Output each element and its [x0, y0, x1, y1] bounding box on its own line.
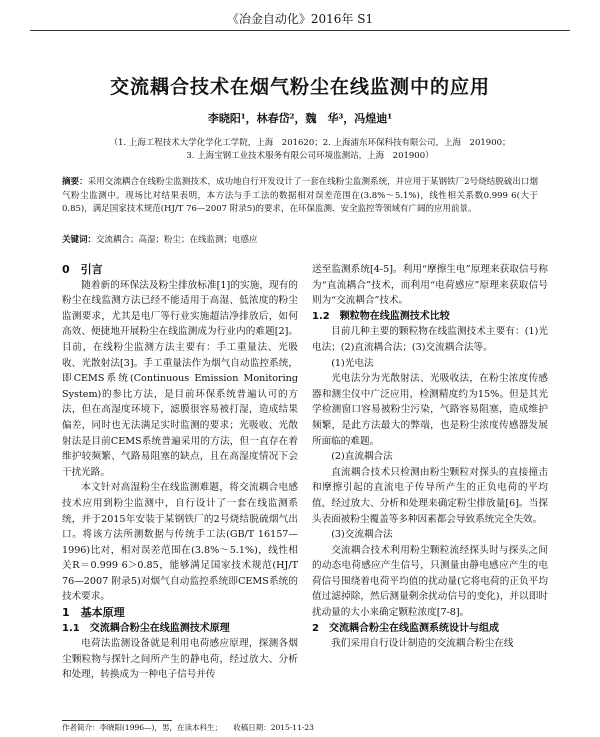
affiliation-line-1: （1. 上海工程技术大学化学化工学院，上海 201620；2. 上海浦东环保科技有限公司，上海 201900；	[109, 138, 511, 148]
abstract	[62, 176, 538, 217]
section-1-2-paragraph: 目前几种主要的颗粒物在线监测技术主要有：(1)光电法；(2)直流耦合法；(3)交流耦合法等。	[312, 326, 548, 353]
footnote-rule	[62, 720, 172, 721]
journal-header: 《冶金自动化》2016年 S1	[226, 12, 374, 26]
left-column	[62, 262, 298, 683]
intro-paragraph-1: 随着新的环保法及粉尘排放标准[1]的实施，现有的粉尘在线监测方法已经不能适用于高湿、低浓度的粉尘监测要求，尤其是电厂等行业实施超洁净排放后，如何高效、便捷地开展粉尘在线监测成为行业内的难题[2]。目前，在线粉尘监测方法主要有：手工重量法、光吸收、光散射法[3]。手工重量法作为烟气自动监控系统，即CEMS系统(Continuous Emission Monitoring System)的参比方法，是目前环保系统普遍认可的方法，但在高湿度环境下，滤膜很容易被打湿，造成结果偏差，同时也无法满足实时监测的要求；光吸收、光散射法是目前CEMS系统普遍采用的方法，但一直存在着维护较频繁、气路易阻塞的缺点，且在高湿度情况下会干扰光路。	[62, 279, 298, 478]
section-2-paragraph: 我们采用自行设计制造的交流耦合粉尘在线	[331, 638, 514, 650]
keywords-text: 交流耦合；高湿；粉尘；在线监测；电感应	[96, 235, 258, 245]
abstract-text: 采用交流耦合在线粉尘监测技术，成功地自行开发设计了一套在线粉尘监测系统，并应用于某钢铁厂2号烧结脱硫出口烟气粉尘监测中。现场比对结果表明，本方法与手工法的数据相对误差范围在(3.8%～5.1%)，线性相关系数0.999 6(大于0.85)，满足国家技术规范(HJ/T 76—2007 附录5)的要求，在环保监测、安全监控等领域有广阔的应用前景。	[62, 177, 538, 214]
right-column	[312, 262, 548, 652]
author-list: 李晓阳¹，林春岱²，魏 华³，冯煌迪¹	[207, 112, 393, 125]
keywords	[62, 233, 538, 245]
method-1-heading: (1)光电法	[331, 357, 374, 369]
section-1-2-heading: 1.2 颗粒物在线监测技术比较	[312, 310, 450, 322]
section-2-heading: 2 交流耦合粉尘在线监测系统设计与组成	[312, 622, 499, 634]
keywords-label: 关键词：	[62, 235, 97, 245]
method-2-text: 直流耦合技术只检测由粉尘颗粒对探头的直接撞击和摩擦引起的直流电子传导所产生的正负电荷的平均值，经过放大、分析和处理来确定粉尘排放量[6]。当探头表面被粉尘覆盖等多种因素都会导致系统完全失效。	[312, 466, 548, 525]
intro-heading: 0 引言	[62, 263, 103, 276]
intro-paragraph-2: 本文针对高湿粉尘在线监测难题，将交流耦合电感技术应用到粉尘监测中，自行设计了一套在线监测系统，并于2015年安装于某钢铁厂的2号烧结脱硫烟气出口。将该方法所测数据与传统手工法(GB/T 16157—1996)比对，相对误差范围在(3.8%～5.1%)，线性相关R＝0.999 6＞0.85，能够满足国家技术规范(HJ/T 76—2007 附录5)对烟气自动监控系统即CEMS系统的技术要求。	[62, 482, 298, 603]
paper-title: 交流耦合技术在烟气粉尘在线监测中的应用	[109, 76, 490, 98]
method-3-heading: (3)交流耦合法	[331, 529, 393, 541]
author-footnote: 作者简介：李晓阳(1996—)，男，在读本科生； 收稿日期：2015-11-23	[62, 723, 314, 732]
method-2-heading: (2)直流耦合法	[331, 451, 393, 463]
method-3-text: 交流耦合技术利用粉尘颗粒流经探头时与探头之间的动态电荷感应产生信号，只测量由静电感应产生的电荷信号围绕着电荷平均值的扰动量(它将电荷的正负平均值过滤掉除，然后测量剩余扰动信号的变化)，并以即时扰动量的大小来确定颗粒浓度[7-8]。	[312, 544, 548, 619]
section-1-1-paragraph: 电荷法监测设备就是利用电荷感应原理，探测各烟尘颗粒物与探针之间所产生的静电荷，经过放大、分析和处理，转换成为一种电子信号并传	[62, 638, 298, 681]
section-1-1-heading: 1.1 交流耦合粉尘在线监测技术原理	[62, 622, 230, 634]
method-1-text: 光电法分为光散射法、光吸收法，在粉尘浓度传感器和测尘仪中广泛应用，检测精度约为15%。但是其光学检测窗口容易被粉尘污染，气路容易阻塞，造成维护频繁，是此方法最大的弊端，也是粉尘浓度传感器发展所面临的难题。	[312, 373, 548, 447]
header-rule	[30, 30, 570, 31]
right-paragraph-continued: 送至监测系统[4-5]。利用“摩擦生电”原理来获取信号称为“直流耦合”技术，而利用“电荷感应”原理来获取信号则为“交流耦合”技术。	[312, 264, 548, 307]
abstract-label: 摘要：	[62, 177, 88, 187]
affiliation-line-2: 3. 上海宝钢工业技术服务有限公司环境监测站，上海 201900）	[186, 151, 434, 161]
basic-principle-heading: 1 基本原理	[62, 606, 125, 620]
